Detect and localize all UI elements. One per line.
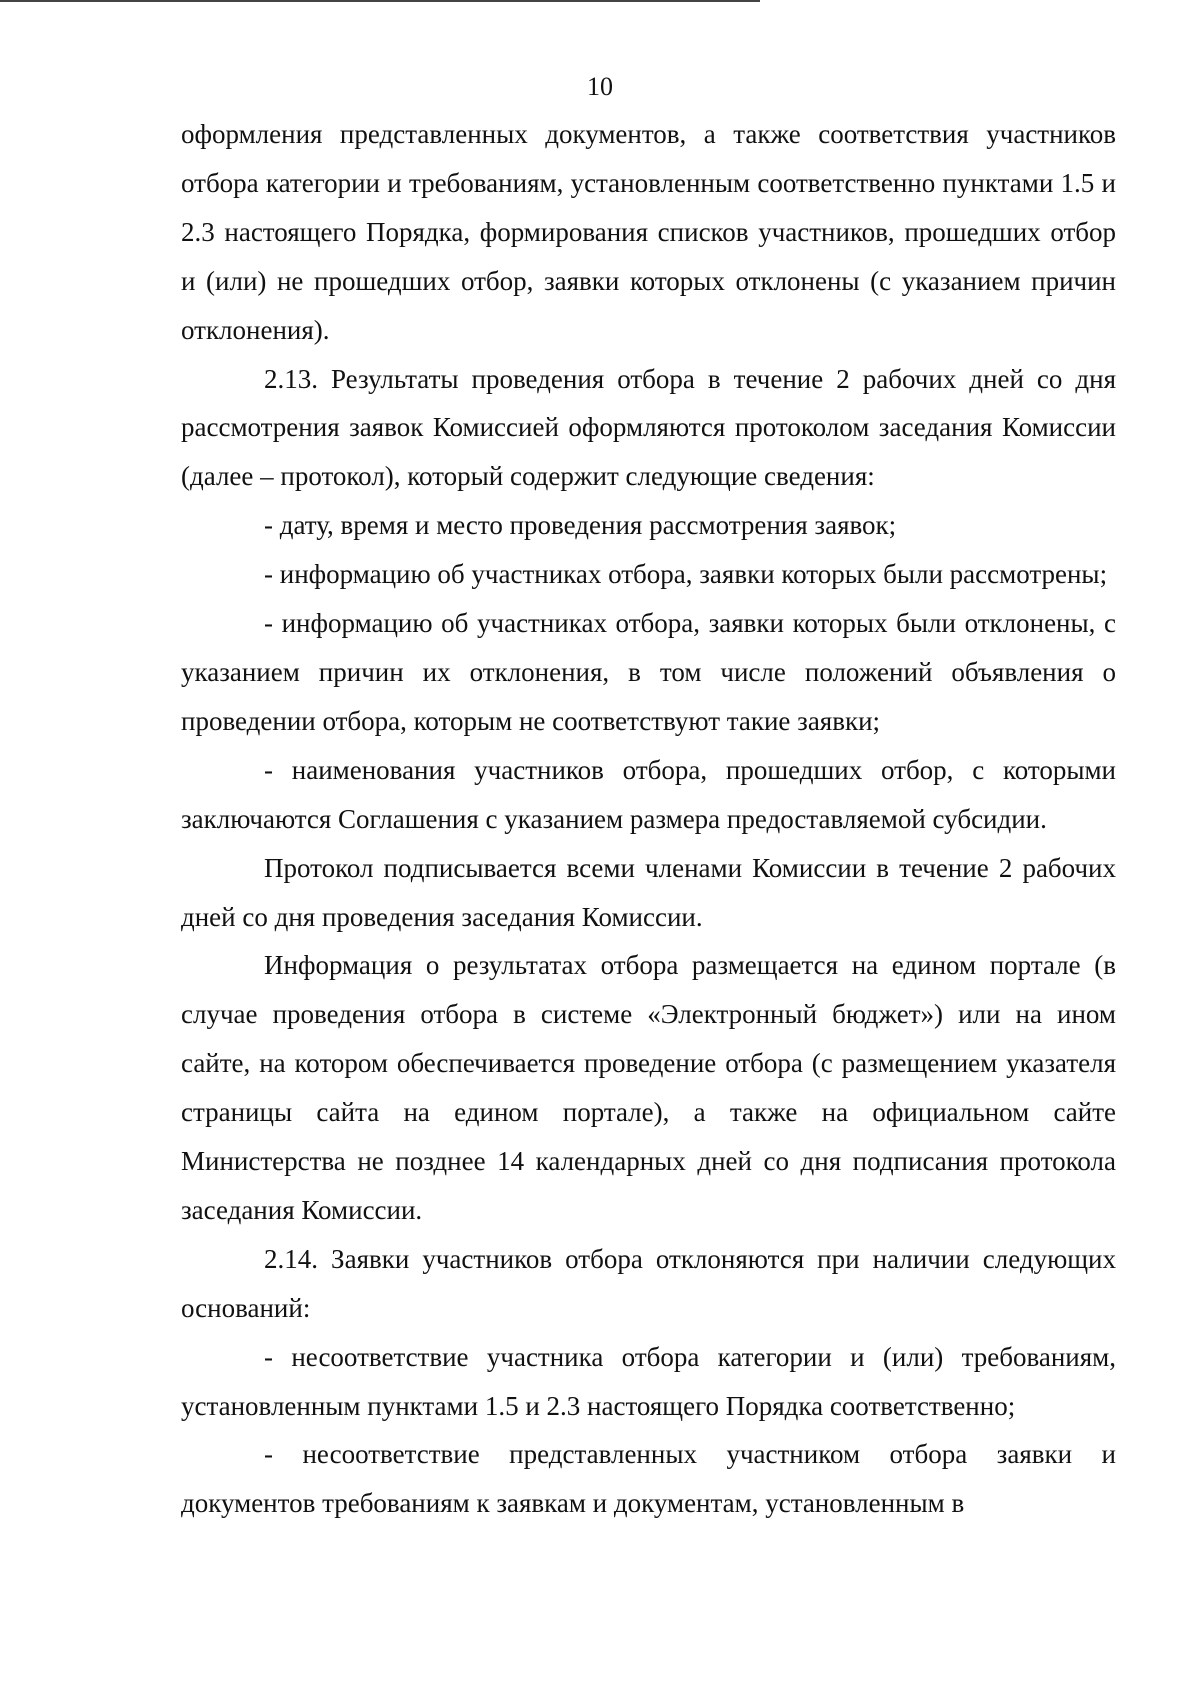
list-item-category-mismatch: - несоответствие участника отбора категории и (или) требованиям, установленным пунктами 1.5 и 2.3 настоящего Порядка соответственно; [181,1341,1116,1421]
page-number: 10 [587,72,613,101]
list-item-documents-mismatch: - несоответствие представленных участником отбора заявки и документов требованиям к заявкам и документам, установленным в [181,1439,1116,1519]
list-item-passed-participants: - наименования участников отбора, прошедших отбор, с которыми заключаются Соглашения с указанием размера предоставляемой субсидии. [181,754,1116,834]
list-item-considered-participants: - информацию об участниках отбора, заявки которых были рассмотрены; [264,559,1108,590]
paragraph-2-13: 2.13. Результаты проведения отбора в течение 2 рабочих дней со дня рассмотрения заявок Комиссией оформляются протоколом заседания Комиссии (далее – протокол), который содержит следующие сведения: [181,363,1116,492]
list-item-date-time-place: - дату, время и место проведения рассмотрения заявок; [264,510,897,541]
paragraph-continuation: оформления представленных документов, а также соответствия участников отбора категории и требованиям, установленным соответственно пунктами 1.5 и 2.3 настоящего Порядка, формирования списков участников, прошедших отбор и (или) не прошедших отбор, заявки которых отклонены (с указанием причин отклонения). [181,119,1116,345]
paragraph-protocol-signing: Протокол подписывается всеми членами Комиссии в течение 2 рабочих дней со дня проведения заседания Комиссии. [181,852,1116,932]
paragraph-2-14: 2.14. Заявки участников отбора отклоняются при наличии следующих оснований: [181,1243,1116,1323]
scan-edge-line [0,0,760,2]
list-item-rejected-participants: - информацию об участниках отбора, заявки которых были отклонены, с указанием причин их отклонения, в том числе положений объявления о проведении отбора, которым не соответствуют такие заявки; [181,608,1116,736]
paragraph-results-publication: Информация о результатах отбора размещается на едином портале (в случае проведения отбора в системе «Электронный бюджет») или на ином сайте, на котором обеспечивается проведение отбора (с размещением указателя страницы сайта на едином портале), а также на официальном сайте Министерства не позднее 14 календарных дней со дня подписания протокола заседания Комиссии. [181,950,1116,1225]
document-body [181,110,1116,1528]
